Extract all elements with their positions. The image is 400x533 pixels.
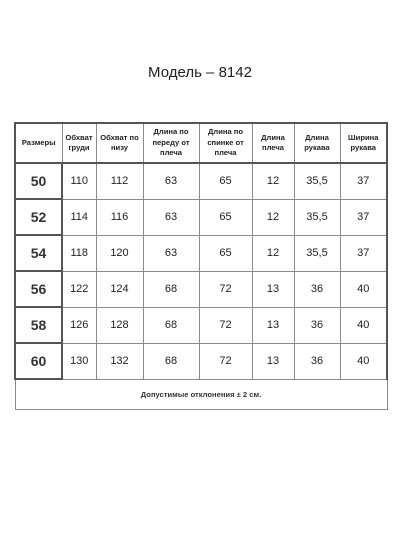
page-title: Модель – 8142	[148, 64, 252, 81]
header-row	[15, 123, 387, 163]
table-cell: 12	[252, 199, 294, 235]
column-header-shoulder-length: Длина плеча	[252, 123, 294, 163]
table-cell: 110	[62, 163, 96, 199]
table-cell: 36	[294, 271, 340, 307]
table-cell: 68	[143, 343, 199, 379]
column-header-hem: Обхват по низу	[96, 123, 143, 163]
table-row	[15, 343, 387, 379]
table-cell: 68	[143, 271, 199, 307]
column-header-chest: Обхват груди	[62, 123, 96, 163]
size-table	[14, 122, 388, 410]
table-cell: 116	[96, 199, 143, 235]
table-cell: 12	[252, 163, 294, 199]
table-row	[15, 163, 387, 199]
table-cell: 124	[96, 271, 143, 307]
column-header-back-length: Длина по спинке от плеча	[199, 123, 252, 163]
table-cell: 112	[96, 163, 143, 199]
table-row	[15, 235, 387, 271]
table-cell: 122	[62, 271, 96, 307]
column-header-front-length: Длина по переду от плеча	[143, 123, 199, 163]
size-cell: 52	[15, 199, 62, 235]
table-cell: 132	[96, 343, 143, 379]
column-header-sleeve-width: Ширина рукава	[340, 123, 387, 163]
table-cell: 120	[96, 235, 143, 271]
table-cell: 65	[199, 199, 252, 235]
table-cell: 13	[252, 343, 294, 379]
table-cell: 126	[62, 307, 96, 343]
size-cell: 54	[15, 235, 62, 271]
table-cell: 72	[199, 307, 252, 343]
tolerance-note: Допустимые отклонения ± 2 см.	[15, 379, 387, 410]
size-chart	[14, 122, 386, 410]
table-cell: 128	[96, 307, 143, 343]
column-header-size: Размеры	[15, 123, 62, 163]
table-cell: 35,5	[294, 199, 340, 235]
table-cell: 118	[62, 235, 96, 271]
table-row	[15, 307, 387, 343]
table-cell: 12	[252, 235, 294, 271]
table-cell: 37	[340, 163, 387, 199]
table-cell: 130	[62, 343, 96, 379]
table-cell: 63	[143, 199, 199, 235]
table-cell: 63	[143, 235, 199, 271]
table-cell: 72	[199, 343, 252, 379]
table-row	[15, 199, 387, 235]
table-cell: 40	[340, 343, 387, 379]
size-cell: 50	[15, 163, 62, 199]
table-cell: 37	[340, 199, 387, 235]
table-cell: 63	[143, 163, 199, 199]
table-cell: 13	[252, 271, 294, 307]
size-cell: 60	[15, 343, 62, 379]
size-cell: 56	[15, 271, 62, 307]
table-cell: 36	[294, 307, 340, 343]
table-cell: 40	[340, 271, 387, 307]
table-cell: 36	[294, 343, 340, 379]
table-cell: 65	[199, 235, 252, 271]
table-cell: 40	[340, 307, 387, 343]
table-cell: 68	[143, 307, 199, 343]
column-header-sleeve-length: Длина рукава	[294, 123, 340, 163]
table-row	[15, 271, 387, 307]
table-cell: 72	[199, 271, 252, 307]
note-row	[15, 379, 387, 410]
size-cell: 58	[15, 307, 62, 343]
table-cell: 65	[199, 163, 252, 199]
table-cell: 37	[340, 235, 387, 271]
table-cell: 114	[62, 199, 96, 235]
table-cell: 35,5	[294, 235, 340, 271]
table-cell: 35,5	[294, 163, 340, 199]
table-cell: 13	[252, 307, 294, 343]
